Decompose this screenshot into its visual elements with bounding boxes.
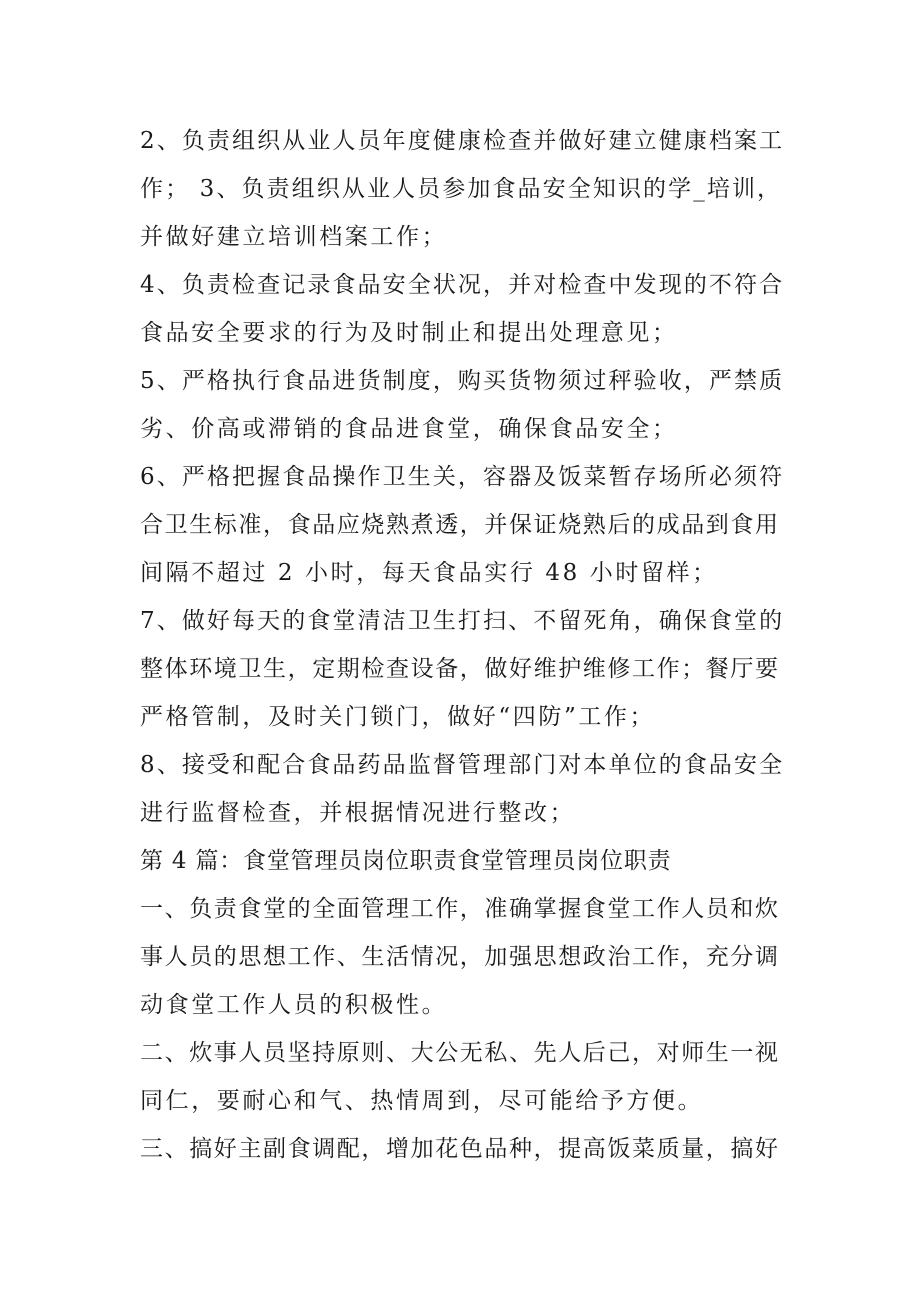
text-line-4: 4、负责检查记录食品安全状况，并对检查中发现的不符合 bbox=[140, 272, 785, 298]
text-line-3: 并做好建立培训档案工作； bbox=[140, 224, 448, 250]
text-line-7: 劣、价高或滞销的食品进食堂，确保食品安全； bbox=[140, 416, 678, 442]
text-line-9: 合卫生标准，食品应烧熟煮透，并保证烧熟后的成品到食用 bbox=[140, 512, 780, 538]
document-body bbox=[140, 117, 785, 1173]
text-line-18: 事人员的思想工作、生活情况，加强思想政治工作，充分调 bbox=[140, 944, 780, 970]
text-line-1: 2、负责组织从业人员年度健康检查并做好建立健康档案工 bbox=[140, 128, 785, 154]
text-line-5: 食品安全要求的行为及时制止和提出处理意见； bbox=[140, 320, 678, 346]
text-line-14: 8、接受和配合食品药品监督管理部门对本单位的食品安全 bbox=[140, 752, 785, 778]
text-line-13: 严格管制，及时关门锁门，做好“四防”工作； bbox=[140, 704, 656, 730]
text-line-15: 进行监督检查，并根据情况进行整改； bbox=[140, 800, 576, 826]
text-line-11: 7、做好每天的食堂清洁卫生打扫、不留死角，确保食堂的 bbox=[140, 608, 785, 634]
text-line-17: 一、负责食堂的全面管理工作，准确掌握食堂工作人员和炊 bbox=[140, 896, 780, 922]
text-line-6: 5、严格执行食品进货制度，购买货物须过秤验收，严禁质 bbox=[140, 368, 785, 394]
text-line-12: 整体环境卫生，定期检查设备，做好维护维修工作；餐厅要 bbox=[140, 656, 780, 682]
text-line-2: 作； 3、负责组织从业人员参加食品安全知识的学_培训， bbox=[140, 176, 783, 202]
text-line-10: 间隔不超过 2 小时，每天食品实行 48 小时留样； bbox=[140, 560, 718, 586]
text-line-8: 6、严格把握食品操作卫生关，容器及饭菜暂存场所必须符 bbox=[140, 464, 785, 490]
text-line-22: 三、搞好主副食调配，增加花色品种，提高饭菜质量，搞好 bbox=[140, 1136, 780, 1162]
section-heading: 第 4 篇：食堂管理员岗位职责食堂管理员岗位职责 bbox=[140, 848, 672, 874]
text-line-20: 二、炊事人员坚持原则、大公无私、先人后己，对师生一视 bbox=[140, 1040, 780, 1066]
text-line-19: 动食堂工作人员的积极性。 bbox=[140, 992, 448, 1018]
text-line-21: 同仁，要耐心和气、热情周到，尽可能给予方便。 bbox=[140, 1088, 704, 1114]
